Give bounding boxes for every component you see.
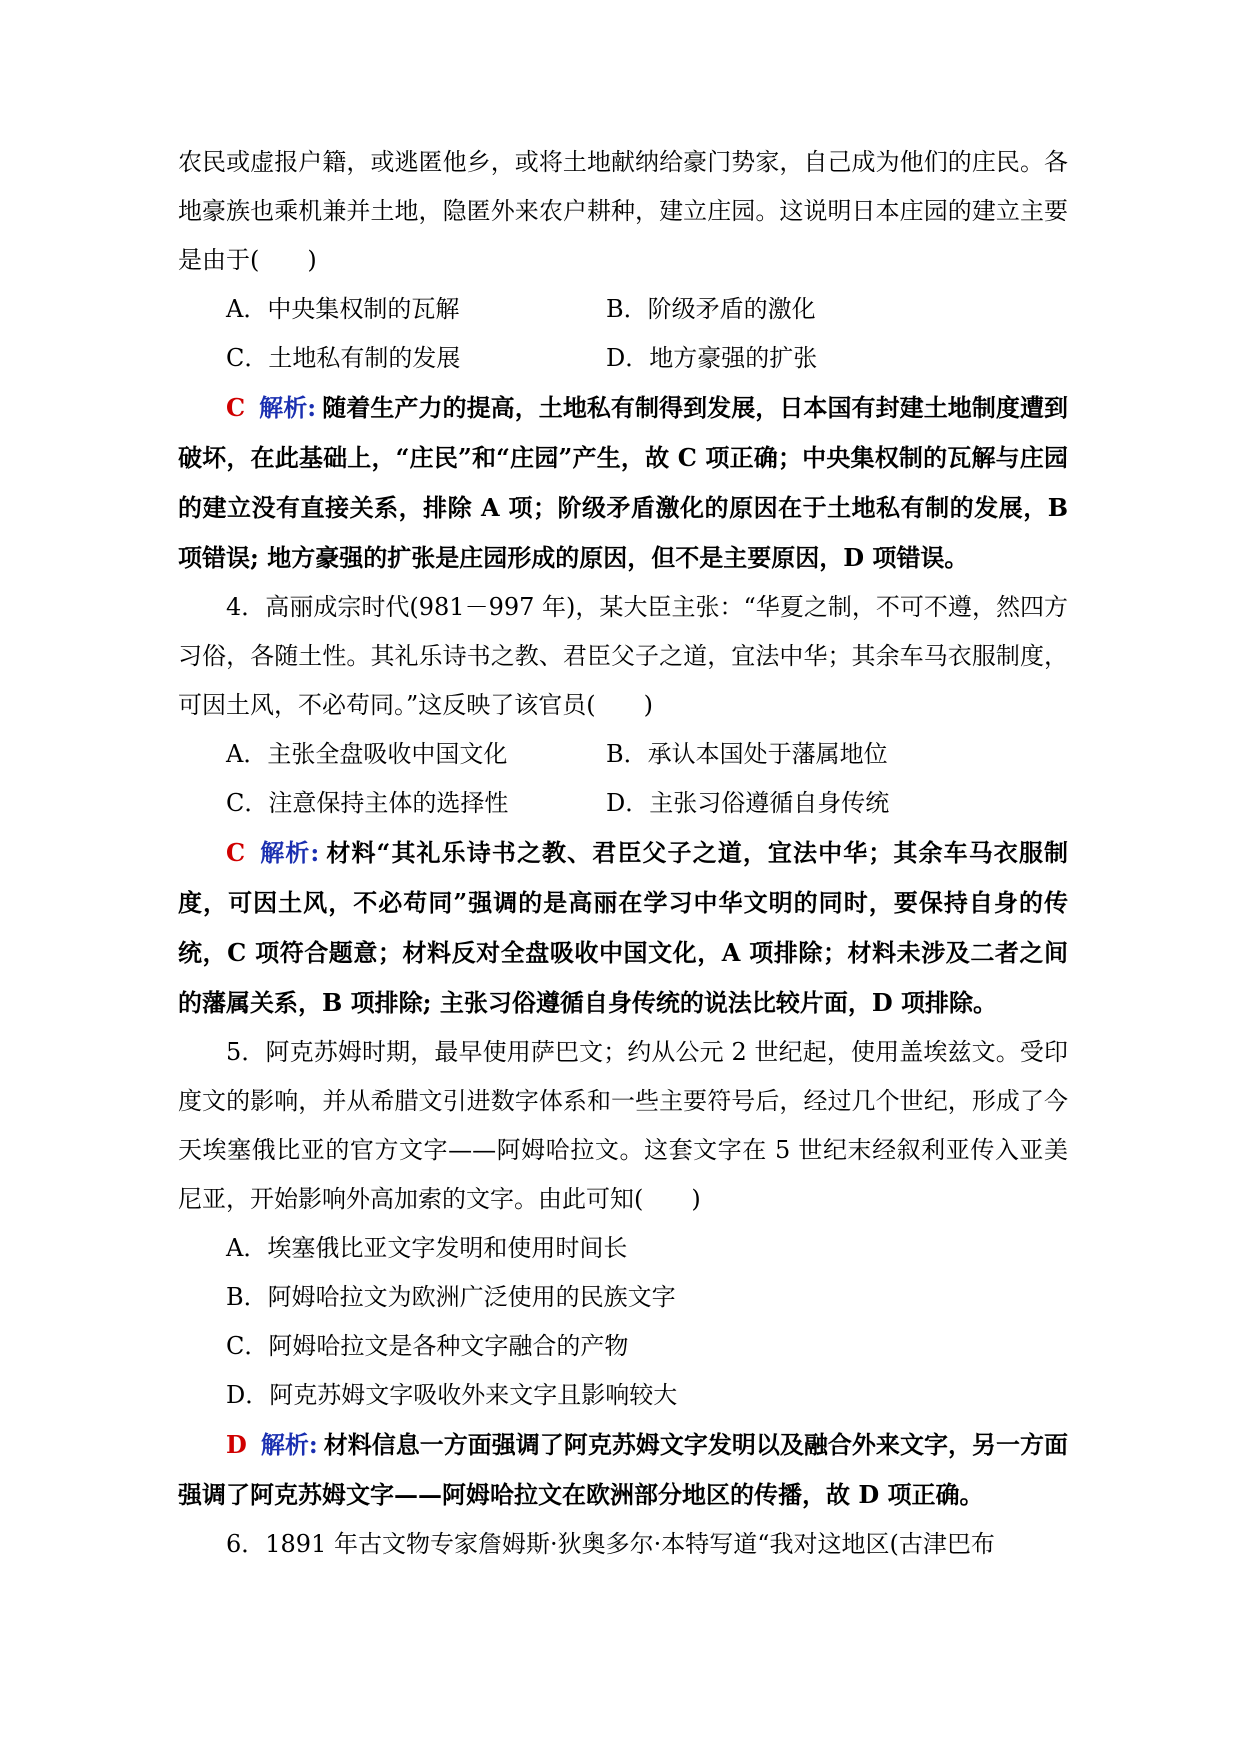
q3-stem: 农民或虚报户籍，或逃匿他乡，或将土地献纳给豪门势家，自己成为他们的庄民。各地豪族也乘机兼并土地，隐匿外来农户耕种，建立庄园。这说明日本庄园的建立主要是由于( ) [178,148,1068,274]
q3-answer: C [226,393,246,422]
q4-options-row-2 [178,779,1068,828]
q4-option-d: D．主张习俗遵循自身传统 [606,789,890,817]
q5-stem: 5．阿克苏姆时期，最早使用萨巴文；约从公元 2 世纪起，使用盖埃兹文。受印度文的影响，并从希腊文引进数字体系和一些主要符号后，经过几个世纪，形成了今天埃塞俄比亚的官方文字——阿姆哈拉文。这套文字在 5 世纪末经叙利亚传入亚美尼亚，开始影响外高加索的文字。由此可知( ) [178,1038,1068,1213]
q3-option-d: D．地方豪强的扩张 [606,344,818,372]
q3-option-b: B．阶级矛盾的激化 [606,295,816,323]
q3-analysis-label: 解析: [259,393,317,422]
q6-stem: 6．1891 年古文物专家詹姆斯·狄奥多尔·本特写道“我对这地区(古津巴布 [226,1530,995,1558]
q3-option-a: A．中央集权制的瓦解 [226,295,460,323]
q4-answer: C [226,838,246,867]
q4-options-row-1 [178,730,1068,779]
q5-option-a: A．埃塞俄比亚文字发明和使用时间长 [226,1234,628,1262]
q4-explanation: 材料“其礼乐诗书之教、君臣父子之道，宜法中华；其余车马衣服制度，可因土风，不必苟同”强调的是高丽在学习中华文明的同时，要保持自身的传统，C 项符合题意；材料反对全盘吸收中国文化，A 项排除；材料未涉及二者之间的藩属关系，B 项排除; 主张习俗遵循自身传统的说法比较片面，D 项排除。 [178,838,1068,1017]
q5-analysis [178,1420,1068,1520]
q3-analysis [178,383,1068,583]
q5-option-b: B．阿姆哈拉文为欧洲广泛使用的民族文字 [226,1283,676,1311]
q5-option-d: D．阿克苏姆文字吸收外来文字且影响较大 [226,1381,678,1409]
q3-explanation: 随着生产力的提高，土地私有制得到发展，日本国有封建土地制度遭到破坏，在此基础上，“庄民”和“庄园”产生，故 C 项正确；中央集权制的瓦解与庄园的建立没有直接关系，排除 A 项；阶级矛盾激化的原因在于土地私有制的发展，B 项错误; 地方豪强的扩张是庄园形成的原因，但不是主要原因，D 项错误。 [178,393,1069,572]
q5-analysis-label: 解析: [260,1430,318,1459]
q4-analysis-label: 解析: [259,838,320,867]
q4-option-b: B．承认本国处于藩属地位 [606,740,888,768]
q3-options-row-1 [178,285,1068,334]
q5-explanation: 材料信息一方面强调了阿克苏姆文字发明以及融合外来文字，另一方面强调了阿克苏姆文字——阿姆哈拉文在欧洲部分地区的传播，故 D 项正确。 [178,1430,1068,1509]
q4-analysis [178,828,1068,1028]
q3-options-row-2 [178,334,1068,383]
q4-option-c: C．注意保持主体的选择性 [226,789,509,817]
q5-answer: D [226,1430,247,1459]
document-page [178,138,1068,1569]
q4-option-a: A．主张全盘吸收中国文化 [226,740,508,768]
q5-option-c: C．阿姆哈拉文是各种文字融合的产物 [226,1332,629,1360]
q3-option-c: C．土地私有制的发展 [226,344,461,372]
q4-stem: 4．高丽成宗时代(981－997 年)，某大臣主张：“华夏之制，不可不遵，然四方习俗，各随土性。其礼乐诗书之教、君臣父子之道，宜法中华；其余车马衣服制度，可因土风，不必苟同。”这反映了该官员( ) [178,593,1068,719]
